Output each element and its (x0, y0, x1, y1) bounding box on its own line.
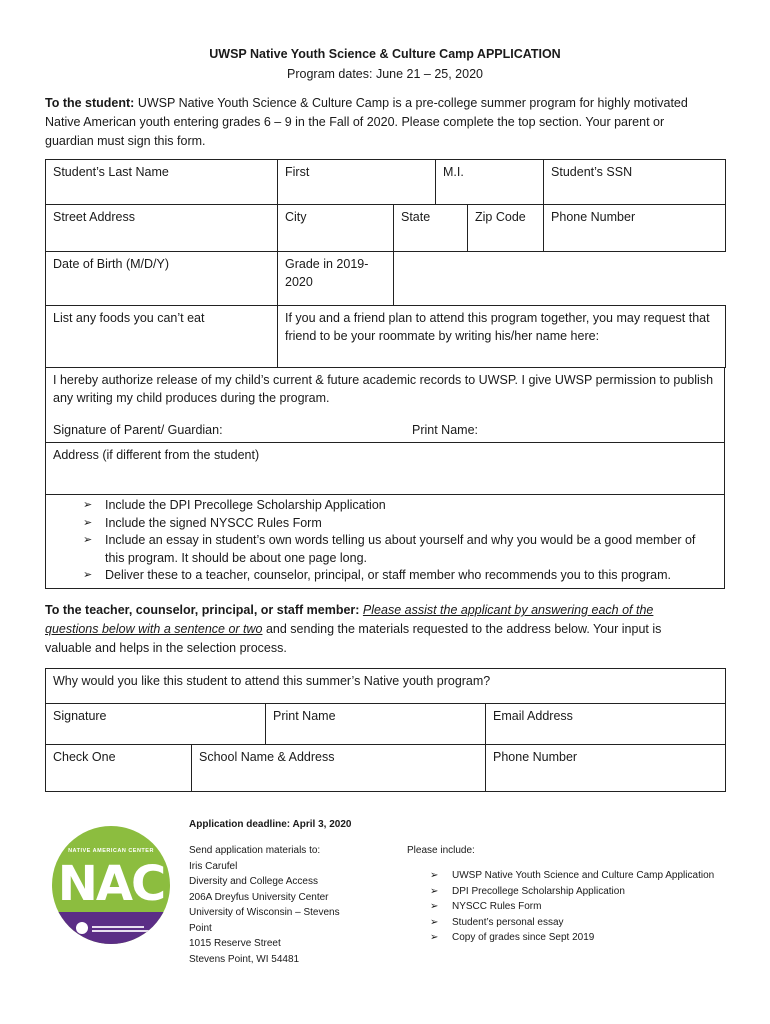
address-line: Send application materials to: (189, 845, 321, 856)
list-item: ➢ Include an essay in student’s own words telling us about yourself and why you would be a good member of this program. It should be about one page long. (83, 533, 696, 565)
dob-field[interactable]: Date of Birth (M/D/Y) (46, 252, 278, 306)
mailing-address (189, 843, 359, 967)
arrow-bullet-icon: ➢ (83, 534, 93, 546)
teacher-phone-field[interactable]: Phone Number (486, 745, 726, 792)
arrow-bullet-icon: ➢ (430, 901, 439, 912)
email-field[interactable]: Email Address (486, 704, 726, 745)
checklist-cell (46, 495, 725, 589)
teacher-intro (45, 601, 705, 658)
alt-address-field[interactable]: Address (if different from the student) (46, 443, 725, 495)
last-name-field[interactable]: Student’s Last Name (46, 160, 278, 205)
program-dates: Program dates: June 21 – 25, 2020 (287, 67, 483, 81)
roommate-field[interactable]: If you and a friend plan to attend this program together, you may request that friend to be your roommate by writing his/her name here: (278, 306, 726, 368)
student-form-table (45, 159, 726, 368)
address-line: Diversity and College Access (189, 876, 318, 887)
teacher-signature-field[interactable]: Signature (46, 704, 266, 745)
authorization-cell (46, 368, 725, 443)
list-item: ➢ Student’s personal essay (430, 915, 750, 931)
state-field[interactable]: State (394, 205, 468, 252)
include-title: Please include: (407, 845, 475, 856)
logo-band-text (92, 926, 144, 928)
student-intro-body: UWSP Native Youth Science & Culture Camp is a pre-college summer program for highly motivated Native American youth entering grades 6 – 9 in the Fall of 2020. Please complete the top section. Your parent or guardian must sign this form. (45, 96, 688, 148)
list-item: ➢ NYSCC Rules Form (430, 899, 750, 915)
arrow-bullet-icon: ➢ (83, 569, 93, 581)
blank-cell (394, 252, 726, 306)
logo-seal-icon (76, 922, 88, 934)
school-field[interactable]: School Name & Address (192, 745, 486, 792)
authorization-text: I hereby authorize release of my child’s current & future academic records to UWSP. I give UWSP permission to publish any writing my child produces during the program. (53, 373, 714, 405)
arrow-bullet-icon: ➢ (83, 516, 93, 529)
mi-field[interactable]: M.I. (436, 160, 544, 205)
logo-band (52, 912, 170, 944)
nac-logo (52, 826, 170, 944)
teacher-intro-rest: and sending the materials requested to the address below. Your input is valuable and helps in the selection process. (45, 622, 662, 655)
student-phone-field[interactable]: Phone Number (544, 205, 726, 252)
address-line: Stevens Point, WI 54481 (189, 953, 300, 965)
list-item: ➢ DPI Precollege Scholarship Application (430, 884, 750, 900)
list-item: ➢ Copy of grades since Sept 2019 (430, 930, 750, 946)
teacher-intro-instruction: Please assist the applicant by answering each of the questions below with a sentence or two (45, 603, 654, 636)
list-item: ➢ Include the signed NYSCC Rules Form (53, 515, 717, 533)
arrow-bullet-icon: ➢ (430, 916, 439, 928)
arrow-bullet-icon: ➢ (430, 885, 439, 897)
parent-print-name-field[interactable]: Print Name: (412, 423, 478, 437)
teacher-form-table (45, 668, 726, 792)
logo-top-text: NATIVE AMERICAN CENTER (68, 848, 154, 854)
address-line: University of Wisconsin – Stevens Point (189, 907, 340, 934)
grade-field[interactable]: Grade in 2019-2020 (278, 252, 394, 306)
arrow-bullet-icon: ➢ (430, 932, 439, 943)
arrow-bullet-icon: ➢ (83, 499, 93, 511)
foods-field[interactable]: List any foods you can’t eat (46, 306, 278, 368)
street-address-field[interactable]: Street Address (46, 205, 278, 252)
address-line: 1015 Reserve Street (189, 938, 281, 949)
why-field[interactable]: Why would you like this student to attend this summer’s Native youth program? (46, 669, 726, 704)
logo-letters: NAC (57, 856, 165, 912)
address-line: Iris Carufel (189, 860, 238, 872)
parent-signature-field[interactable]: Signature of Parent/ Guardian: (53, 423, 223, 437)
city-field[interactable]: City (278, 205, 394, 252)
list-item: ➢ Deliver these to a teacher, counselor, principal, or staff member who recommends you to this program. (53, 567, 717, 585)
authorization-table (45, 367, 725, 589)
list-item: ➢ UWSP Native Youth Science and Culture Camp Application (430, 868, 750, 884)
list-item: ➢ Include the DPI Precollege Scholarship Application (53, 497, 717, 515)
student-intro-lead: To the student: (45, 96, 135, 110)
first-name-field[interactable]: First (278, 160, 436, 205)
student-intro (45, 94, 705, 151)
arrow-bullet-icon: ➢ (430, 870, 439, 881)
address-line: 206A Dreyfus University Center (189, 891, 329, 903)
zip-field[interactable]: Zip Code (468, 205, 544, 252)
deadline: Application deadline: April 3, 2020 (189, 819, 352, 830)
teacher-intro-lead: To the teacher, counselor, principal, or staff member: (45, 603, 360, 617)
checklist (53, 497, 717, 585)
teacher-print-name-field[interactable]: Print Name (266, 704, 486, 745)
page-title: UWSP Native Youth Science & Culture Camp APPLICATION (209, 47, 561, 61)
logo-band-text (92, 930, 152, 932)
include-list (430, 868, 750, 946)
check-one-field[interactable]: Check One (46, 745, 192, 792)
ssn-field[interactable]: Student’s SSN (544, 160, 726, 205)
